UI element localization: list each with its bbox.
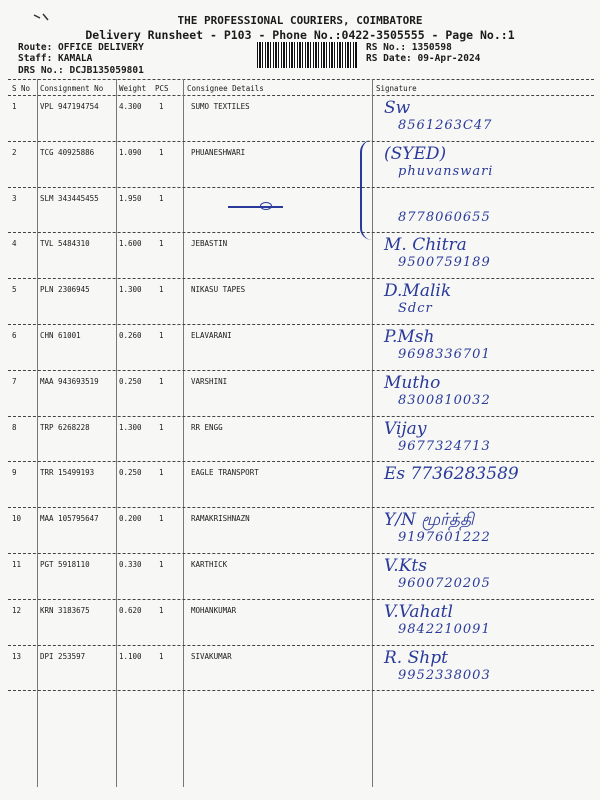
- cell-consignee: NIKASU TAPES: [191, 285, 246, 295]
- row-separator: [8, 141, 594, 142]
- cell-pcs: 1: [159, 605, 164, 615]
- cell-consignment: TRR 15499193: [40, 468, 95, 478]
- signature-name: P.Msh: [384, 327, 435, 347]
- rs-date: RS Date: 09-Apr-2024: [366, 53, 481, 64]
- cell-weight: 1.600: [119, 239, 142, 249]
- cell-pcs: 1: [159, 560, 164, 569]
- cell-consignment: SLM 343445455: [40, 193, 99, 203]
- row-separator: [8, 645, 594, 646]
- cell-consignment: PGT 5918110: [40, 560, 90, 569]
- cell-pcs: 1: [159, 239, 164, 249]
- signature-phone: 8561263C47: [398, 118, 493, 133]
- row-separator: [8, 461, 594, 462]
- signature-phone: 9952338003: [398, 667, 491, 683]
- column-header-consignment: Consignment No: [40, 84, 104, 93]
- signature-name: Vijay: [384, 418, 427, 439]
- column-divider: [116, 79, 117, 787]
- signature-name: D.Malik: [384, 281, 452, 302]
- signature-phone: 9842210091: [398, 621, 491, 637]
- row-separator: [8, 553, 594, 554]
- signature-name: Es 7736283589: [384, 464, 519, 485]
- drs-label: DRS No.: DCJB135059801: [18, 65, 144, 76]
- cell-consignment: TVL 5484310: [40, 239, 90, 249]
- row-separator: [8, 599, 594, 600]
- cell-consignee: SIVAKUMAR: [191, 651, 232, 661]
- cell-weight: 1.100: [119, 651, 142, 661]
- cell-pcs: 1: [159, 102, 164, 111]
- column-divider: [183, 79, 184, 787]
- header-rule: [8, 95, 594, 96]
- signature-name: (SYED): [384, 143, 447, 164]
- signature-phone: 9500759189: [398, 255, 491, 271]
- signature-phone: phuvanswari: [398, 163, 494, 179]
- handwritten-loop: [260, 202, 272, 210]
- signature-name: Mutho: [384, 372, 441, 393]
- signature-name: Y/N மூர்த்தி: [384, 510, 474, 531]
- cell-weight: 1.950: [119, 193, 142, 203]
- column-header-weight: Weight: [119, 84, 147, 93]
- cell-pcs: 1: [159, 468, 164, 478]
- signature-name: V.Vahatl: [384, 601, 453, 622]
- signature-name: V.Kts: [384, 556, 427, 576]
- signature-phone: 9600720205: [398, 576, 491, 591]
- cell-sno: 2: [12, 147, 17, 157]
- cell-sno: 3: [12, 193, 17, 203]
- cell-consignee: SUMO TEXTILES: [191, 102, 250, 111]
- cell-consignee: VARSHINI: [191, 376, 228, 386]
- cell-consignee: JEBASTIN: [191, 239, 228, 249]
- cell-weight: 0.330: [119, 560, 142, 569]
- column-header-sno: S No: [12, 84, 31, 93]
- rs-number: RS No.: 1350598: [366, 42, 452, 53]
- signature-phone: 8778060655: [398, 209, 491, 225]
- cell-weight: 0.250: [119, 468, 142, 478]
- cell-consignee: RR ENGG: [191, 422, 223, 432]
- cell-sno: 5: [12, 285, 17, 295]
- cell-pcs: 1: [159, 651, 164, 661]
- staff-label: Staff: KAMALA: [18, 53, 93, 64]
- cell-sno: 4: [12, 239, 17, 249]
- row-separator: [8, 278, 594, 279]
- cell-sno: 1: [12, 102, 17, 111]
- cell-consignment: MAA 943693519: [40, 376, 99, 386]
- route-label: Route: OFFICE DELIVERY: [18, 42, 144, 53]
- table-top-rule: [8, 79, 594, 80]
- column-divider: [37, 79, 38, 787]
- row-separator: [8, 232, 594, 233]
- row-separator: [8, 690, 594, 691]
- signature-phone: 8300810032: [398, 392, 491, 408]
- cell-sno: 13: [12, 651, 22, 661]
- cell-sno: 7: [12, 376, 17, 386]
- column-header-signature: Signature: [376, 84, 417, 93]
- cell-pcs: 1: [159, 376, 164, 386]
- cell-weight: 0.200: [119, 514, 142, 524]
- cell-weight: 4.300: [119, 102, 142, 111]
- handwritten-brace: [360, 140, 378, 240]
- cell-weight: 1.300: [119, 422, 142, 432]
- cell-consignee: RAMAKRISHNAZN: [191, 514, 250, 524]
- cell-consignment: TCG 40925886: [40, 147, 95, 157]
- cell-consignee: PHUANESHWARI: [191, 147, 246, 157]
- cell-sno: 11: [12, 560, 22, 569]
- cell-consignment: KRN 3183675: [40, 605, 90, 615]
- cell-weight: 0.260: [119, 331, 142, 340]
- row-separator: [8, 324, 594, 325]
- cell-weight: 1.300: [119, 285, 142, 295]
- barcode: [257, 42, 357, 68]
- cell-consignment: VPL 947194754: [40, 102, 99, 111]
- row-separator: [8, 187, 594, 188]
- cell-pcs: 1: [159, 285, 164, 295]
- row-separator: [8, 416, 594, 417]
- cell-pcs: 1: [159, 193, 164, 203]
- cell-consignment: MAA 105795647: [40, 514, 99, 524]
- cell-pcs: 1: [159, 514, 164, 524]
- signature-name: R. Shpt: [384, 647, 448, 668]
- cell-pcs: 1: [159, 147, 164, 157]
- cell-sno: 10: [12, 514, 22, 524]
- cell-sno: 6: [12, 331, 17, 340]
- cell-sno: 12: [12, 605, 22, 615]
- signature-name: Sw: [384, 98, 411, 118]
- cell-consignee: MOHANKUMAR: [191, 605, 237, 615]
- signature-phone: Sdcr: [398, 301, 433, 317]
- cell-sno: 8: [12, 422, 17, 432]
- cell-consignment: CHN 61001: [40, 331, 81, 340]
- signature-name: M. Chitra: [384, 235, 467, 256]
- handwritten-mark: [228, 206, 283, 208]
- cell-pcs: 1: [159, 331, 164, 340]
- signature-phone: 9698336701: [398, 347, 491, 362]
- column-header-consignee: Consignee Details: [187, 84, 264, 93]
- runsheet-title: Delivery Runsheet - P103 - Phone No.:0422-3505555 - Page No.:1: [85, 28, 515, 42]
- cell-consignee: KARTHICK: [191, 560, 228, 569]
- cell-consignment: PLN 2306945: [40, 285, 90, 295]
- signature-phone: 9197601222: [398, 530, 491, 546]
- cell-consignee: EAGLE TRANSPORT: [191, 468, 259, 478]
- cell-weight: 0.620: [119, 605, 142, 615]
- cell-sno: 9: [12, 468, 17, 478]
- row-separator: [8, 370, 594, 371]
- cell-consignment: DPI 253597: [40, 651, 86, 661]
- column-header-pcs: PCS: [155, 84, 169, 93]
- cell-pcs: 1: [159, 422, 164, 432]
- cell-weight: 1.090: [119, 147, 142, 157]
- row-separator: [8, 507, 594, 508]
- company-title: THE PROFESSIONAL COURIERS, COIMBATORE: [177, 14, 423, 27]
- cell-weight: 0.250: [119, 376, 142, 386]
- cell-consignee: ELAVARANI: [191, 331, 232, 340]
- signature-phone: 9677324713: [398, 438, 491, 454]
- cell-consignment: TRP 6268228: [40, 422, 90, 432]
